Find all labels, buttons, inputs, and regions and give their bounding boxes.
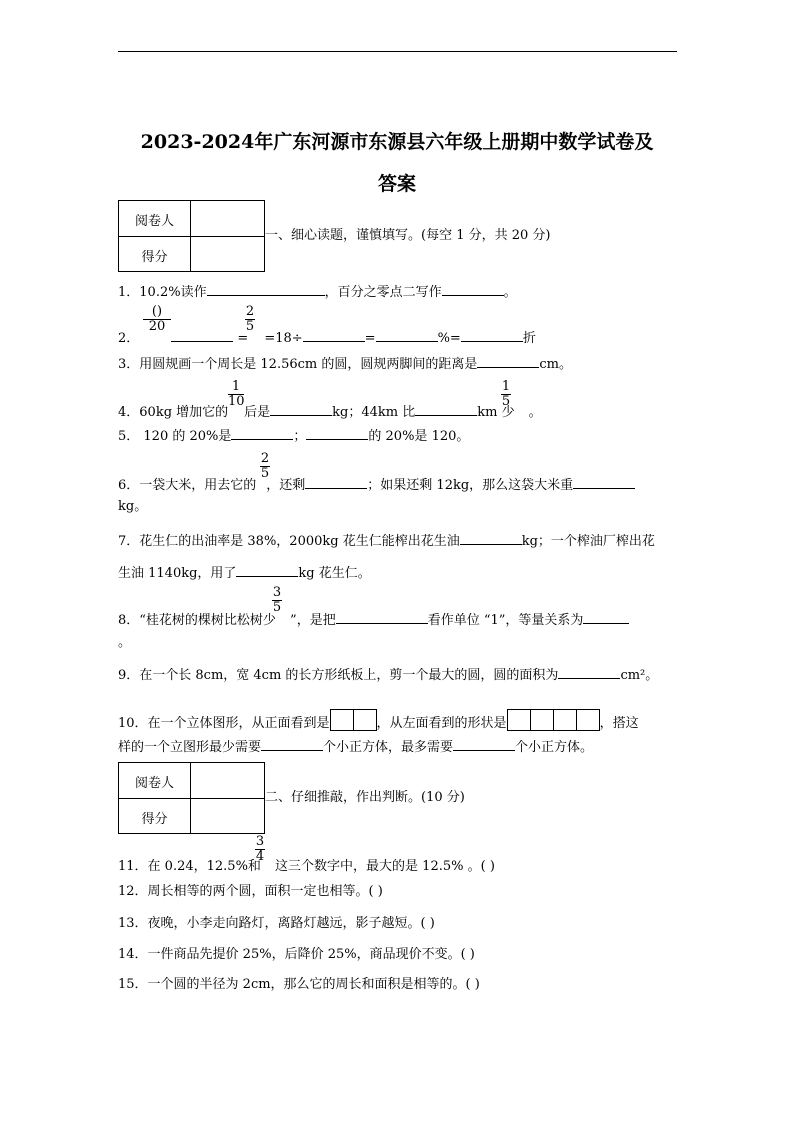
- question-6-cont: kg。: [118, 499, 148, 514]
- header-rule: [118, 51, 677, 52]
- score-table-2: [118, 762, 265, 834]
- fraction-numerator: 1: [228, 380, 244, 395]
- fraction-denominator: 5: [245, 319, 255, 334]
- fraction-numerator: 3: [272, 585, 282, 600]
- section-heading-2: 二、仔细推敲，作出判断。(10 分): [265, 790, 465, 805]
- fraction-denominator: 5: [501, 394, 511, 409]
- fraction-denominator: 5: [260, 466, 270, 481]
- question-8: 8．“桂花树的棵树比松树少 ”，是把 看作单位 “1”，等量关系为: [118, 610, 629, 629]
- question-9: 9．在一个长 8cm，宽 4cm 的长方形纸板上，剪一个最大的圆，圆的面积为 cm²。: [118, 665, 658, 684]
- question-2: 2． = =18÷ = %= 折: [118, 328, 536, 347]
- question-10: 10．在一个立体图形，从正面看到是 ，从左面看到的形状是 ，搭这: [118, 709, 639, 732]
- page-title-cont: 答案: [377, 173, 416, 195]
- question-13: 13．夜晚，小李走向路灯，离路灯越远，影子越短。( ): [118, 916, 435, 931]
- fraction-denominator: 10: [228, 394, 245, 409]
- left-view-square: [576, 709, 600, 731]
- question-8-cont: 。: [118, 635, 132, 650]
- fraction-denominator: 20: [148, 319, 166, 334]
- grader-label: 阅卷人: [134, 214, 174, 229]
- fraction-numerator: 3: [255, 834, 265, 849]
- fraction-numerator: 1: [501, 379, 511, 394]
- question-1: 1．10.2%读作 ，百分之零点二写作 。: [118, 282, 517, 301]
- question-7-cont: 生油 1140kg，用了 kg 花生仁。: [118, 563, 371, 582]
- front-view-square: [353, 709, 377, 731]
- question-6: 6．一袋大米，用去它的 ，还剩 ；如果还剩 12kg，那么这袋大米重: [118, 475, 635, 494]
- left-view-square: [507, 709, 530, 731]
- question-10-cont: 样的一个立图形最少需要 个小正方体，最多需要 个小正方体。: [118, 737, 593, 756]
- question-4: 4．60kg 增加它的 后是 kg；44km 比 km 少 。: [118, 402, 542, 421]
- score-label: 得分: [141, 812, 168, 827]
- fraction-denominator: 5: [272, 600, 282, 615]
- grader-label: 阅卷人: [134, 776, 174, 791]
- fraction-numerator: 2: [245, 304, 255, 319]
- left-view-square: [530, 709, 553, 731]
- question-15: 15．一个圆的半径为 2cm，那么它的周长和面积是相等的。( ): [118, 977, 480, 992]
- left-view-square: [553, 709, 576, 731]
- question-5: 5． 120 的 20%是 ； 的 20%是 120。: [118, 426, 469, 445]
- question-3: 3．用圆规画一个周长是 12.56cm 的圆，圆规两脚间的距离是 cm。: [118, 354, 572, 373]
- score-label: 得分: [141, 250, 168, 265]
- question-12: 12．周长相等的两个圆，面积一定也相等。( ): [118, 884, 383, 899]
- fraction-numerator: 2: [260, 451, 270, 466]
- fraction-numerator: (): [143, 305, 171, 320]
- question-11: 11．在 0.24，12.5%和 这三个数字中，最大的是 12.5% 。( ): [118, 859, 495, 874]
- score-table: [118, 200, 265, 272]
- front-view-square: [330, 709, 353, 731]
- section-heading: 一、细心读题，谨慎填写。(每空 1 分，共 20 分): [265, 228, 551, 243]
- fraction-denominator: 4: [255, 849, 265, 864]
- page-title: 2023-2024年广东河源市东源县六年级上册期中数学试卷及: [140, 131, 654, 153]
- question-14: 14．一件商品先提价 25%，后降价 25%，商品现价不变。( ): [118, 947, 475, 962]
- question-7: 7．花生仁的出油率是 38%，2000kg 花生仁能榨出花生油 kg；一个榨油厂榨出花: [118, 531, 655, 550]
